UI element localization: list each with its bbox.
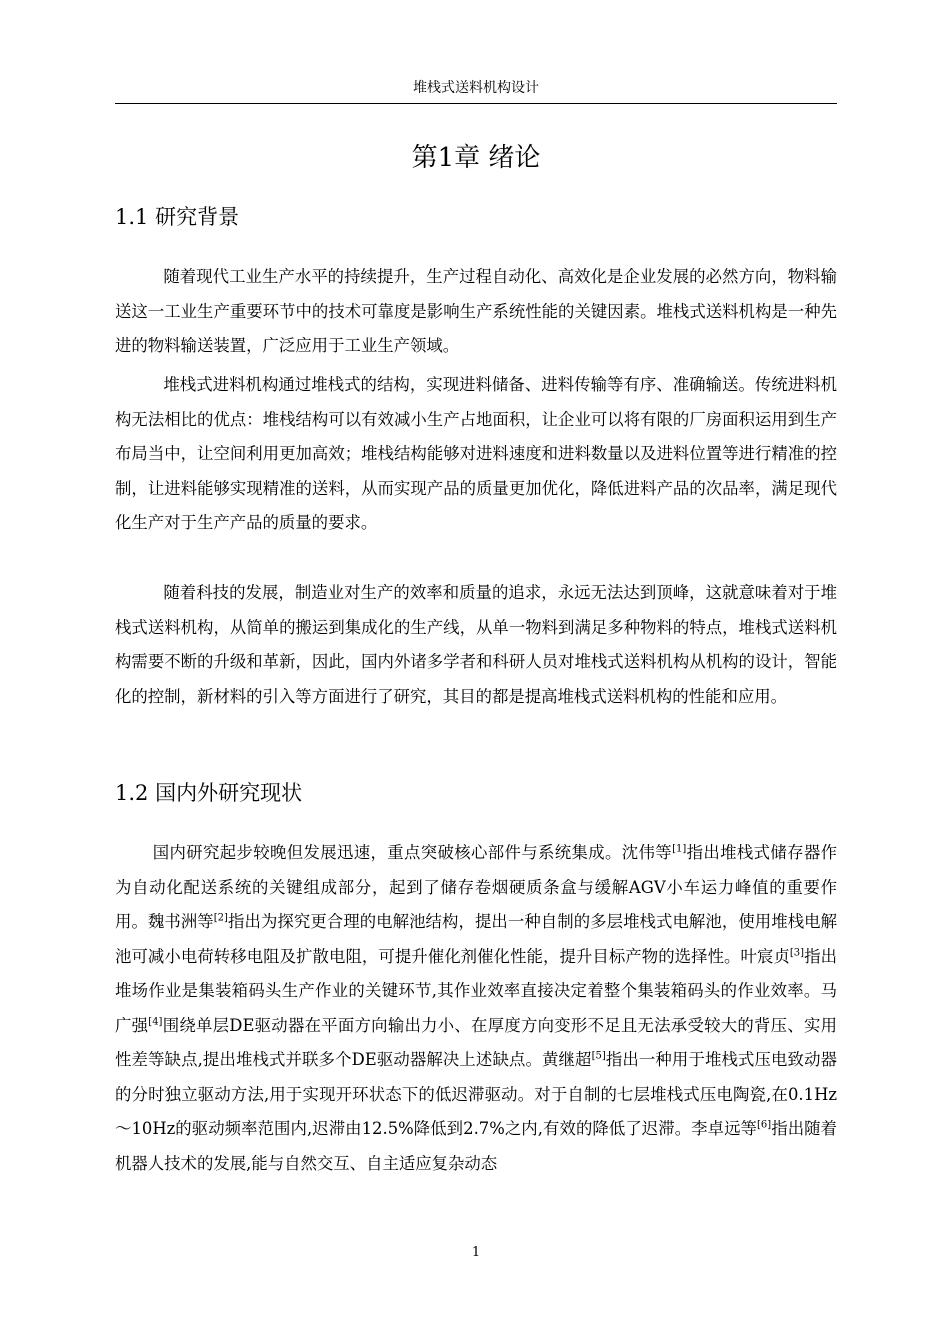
paragraph-text: 指出随着机器人技术的发展,能与自然交互、自主适应复杂动态 [115, 1119, 838, 1173]
paragraph: 堆栈式进料机构通过堆栈式的结构，实现进料储备、进料传输等有序、准确输送。传统进料机构无法相比的优点：堆栈结构可以有效减小生产占地面积，让企业可以将有限的厂房面积运用到生产布局当中，让空间利用更加高效；堆栈结构能够对进料速度和进料数量以及进料位置等进行精准的控制，让进料能够实现精准的送料，从而实现产品的质量更加优化，降低进料产品的次品率，满足现代化生产对于生产产品的质量的要求。 [115, 375, 837, 532]
citation-ref: [6] [757, 1119, 772, 1131]
paragraph-text: 指出一种用于堆栈式压电致动器的分时独立驱动方法,用于实现开环状态下的低迟滞驱动。对于自制的七层堆栈式压电陶瓷,在0.1Hz～10Hz的驱动频率范围内,迟滞由12.5%降低到2.7%之内,有效的降低了迟滞。李卓远等 [115, 1050, 837, 1138]
citation-ref: [3] [789, 947, 805, 959]
paragraph-text: 指出堆栈式储存器作为自动化配送系统的关键组成部分，起到了储存卷烟硬质条盒与缓解AGV小车运力峰值的重要作用。魏书洲等 [115, 843, 838, 931]
paragraph-text: 国内研究起步较晚但发展迅速，重点突破核心部件与系统集成。沈伟等 [152, 843, 673, 862]
paragraph-text: 指出为探究更合理的电解池结构，提出一种自制的多层堆栈式电解池，使用堆栈电解池可减小电荷转移电阻及扩散电阻，可提升催化剂催化性能，提升目标产物的选择性。叶宸贞 [115, 912, 838, 966]
citation-ref: [1] [672, 843, 687, 855]
citation-ref: [2] [213, 912, 228, 924]
citation-ref: [4] [148, 1016, 163, 1028]
citation-ref: [5] [591, 1050, 606, 1062]
running-header: 堆栈式送料机构设计 [413, 80, 539, 96]
paragraph: 随着现代工业生产水平的持续提升，生产过程自动化、高效化是企业发展的必然方向，物料输送这一工业生产重要环节中的技术可靠度是影响生产系统性能的关键因素。堆栈式送料机构是一种先进的物料输送装置，广泛应用于工业生产领域。 [115, 267, 837, 355]
chapter-title: 第1章 绪论 [411, 143, 541, 173]
paragraph [115, 836, 837, 1181]
section-title-1-2: 1.2 国内外研究现状 [115, 781, 303, 805]
paragraph-text: 指出堆场作业是集装箱码头生产作业的关键环节,其作业效率直接决定着整个集装箱码头的作业效率。马广强 [115, 946, 838, 1035]
section-title-1-1: 1.1 研究背景 [115, 205, 240, 229]
paragraph: 随着科技的发展，制造业对生产的效率和质量的追求，永远无法达到顶峰，这就意味着对于堆栈式送料机构，从简单的搬运到集成化的生产线，从单一物料到满足多种物料的特点，堆栈式送料机构需要不断的升级和革新，因此，国内外诸多学者和科研人员对堆栈式送料机构从机构的设计，智能化的控制，新材料的引入等方面进行了研究，其目的都是提高堆栈式送料机构的性能和应用。 [115, 583, 837, 706]
page-number: 1 [471, 1245, 481, 1260]
paragraph-text: 围绕单层DE驱动器在平面方向输出力小、在厚度方向变形不足且无法承受较大的背压、实用性差等缺点,提出堆栈式并联多个DE驱动器解决上述缺点。黄继超 [115, 1015, 838, 1069]
header-divider [115, 103, 837, 104]
